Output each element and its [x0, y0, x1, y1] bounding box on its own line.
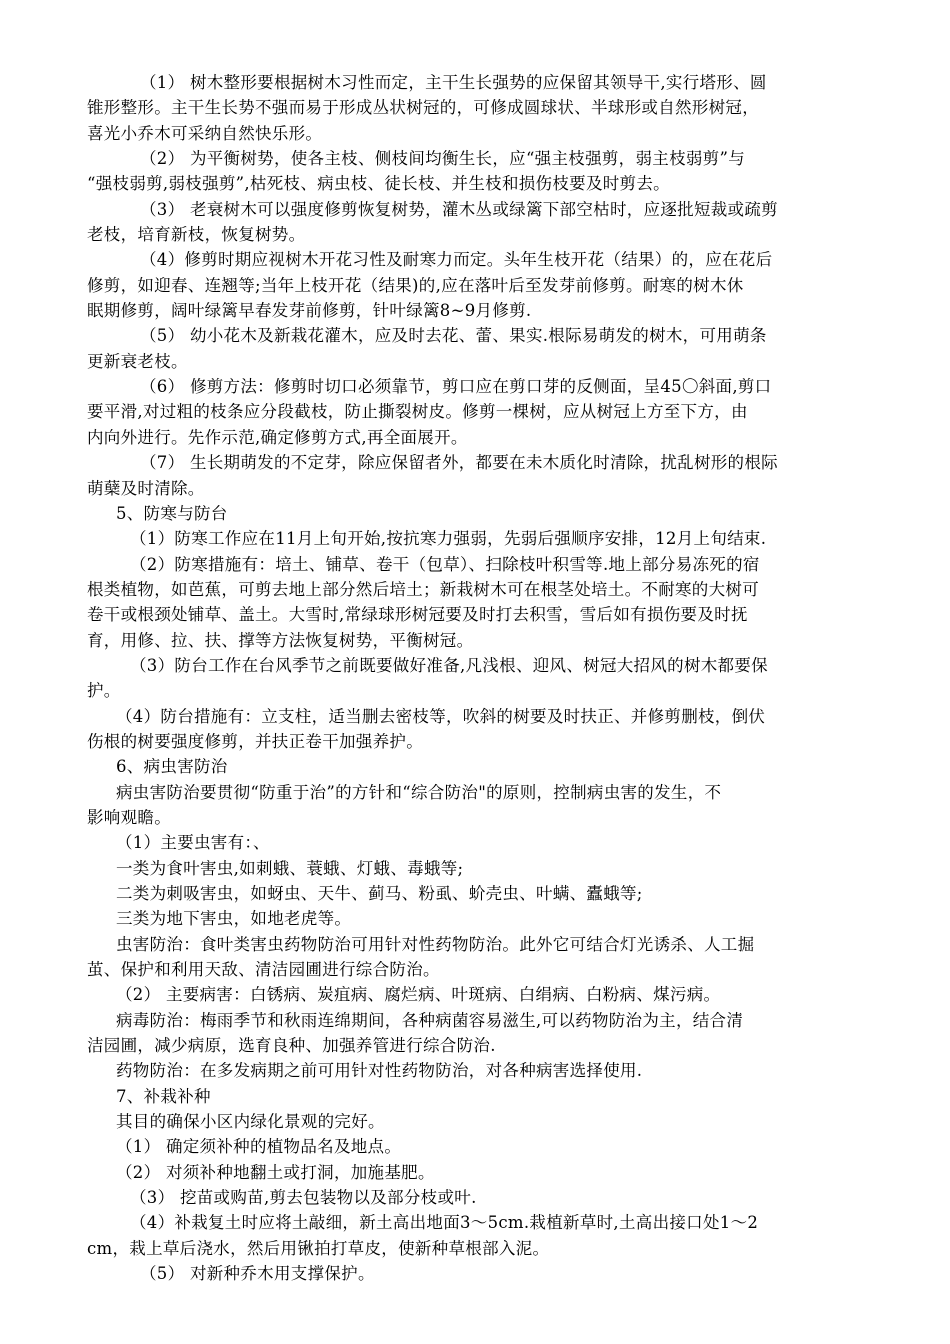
text-line: （4）防台措施有：立支柱，适当删去密枝等，吹斜的树要及时扶正、并修剪删枝，倒伏	[116, 706, 766, 726]
text-line: （3） 挖苗或购苗,剪去包装物以及部分枝或叶.	[130, 1188, 477, 1208]
text-line: cm，栽上草后浇水，然后用锹拍打草皮，使新种草根部入泥。	[87, 1238, 550, 1258]
text-line: （3）防台工作在台风季节之前既要做好准备,凡浅根、迎风、树冠大招风的树木都要保	[130, 655, 768, 675]
text-line: 7、补栽补种	[116, 1086, 211, 1106]
text-line: （1）主要虫害有：、	[116, 833, 270, 853]
text-line: 锥形整形。主干生长势不强而易于形成丛状树冠的，可修成圆球状、半球形或自然形树冠，	[87, 98, 759, 118]
text-line: 内向外进行。先作示范,确定修剪方式,再全面展开。	[87, 427, 468, 447]
text-line: 5、防寒与防台	[116, 503, 228, 523]
text-line: （1） 确定须补种的植物品名及地点。	[116, 1137, 402, 1157]
text-line: 6、病虫害防治	[116, 757, 228, 777]
text-line: “强枝弱剪,弱枝强剪”,枯死枝、病虫枝、徒长枝、并生枝和损伤枝要及时剪去。	[87, 174, 670, 194]
text-line: 育，用修、拉、扶、撑等方法恢复树势，平衡树冠。	[87, 630, 474, 650]
text-line: 病毒防治：梅雨季节和秋雨连绵期间，各种病菌容易滋生,可以药物防治为主，结合清	[116, 1010, 744, 1030]
text-line: 二类为刺吸害虫，如蚜虫、天牛、蓟马、粉虱、蚧壳虫、叶螨、蠹蛾等;	[116, 884, 643, 903]
text-line: 修剪，如迎春、连翘等;当年上枝开花（结果)的,应在落叶后至发芽前修剪。耐寒的树木休	[87, 275, 744, 295]
text-line: 影响观瞻。	[87, 807, 171, 827]
text-line: （7） 生长期萌发的不定芽，除应保留者外，都要在未木质化时清除，扰乱树形的根际	[140, 453, 778, 473]
text-line: 洁园圃，减少病原，选育良种、加强养管进行综合防治.	[87, 1036, 496, 1056]
text-line: 药物防治：在多发病期之前可用针对性药物防治，对各种病害选择使用.	[116, 1061, 643, 1081]
text-line: （1）防寒工作应在11月上旬开始,按抗寒力强弱，先弱后强顺序安排，12月上旬结束.	[130, 529, 767, 549]
text-line: 喜光小乔木可采纳自然快乐形。	[87, 123, 323, 143]
text-line: 卷干或根颈处铺草、盖土。大雪时,常绿球形树冠要及时打去积雪，雪后如有损伤要及时抚	[87, 605, 748, 625]
text-line: 根类植物，如芭蕉，可剪去地上部分然后培土；新栽树木可在根茎处培土。不耐寒的大树可	[87, 579, 759, 599]
text-line: （4）修剪时期应视树木开花习性及耐寒力而定。头年生枝开花（结果）的，应在花后	[140, 250, 773, 270]
text-line: （2） 对须补种地翻土或打洞，加施基肥。	[116, 1162, 435, 1182]
text-line: 要平滑,对过粗的枝条应分段截枝，防止撕裂树皮。修剪一棵树，应从树冠上方至下方，由	[87, 402, 748, 422]
document-body	[0, 70, 950, 1287]
text-line: （3） 老衰树木可以强度修剪恢复树势，灌木丛或绿篱下部空枯时，应逐批短裁或疏剪	[140, 199, 778, 219]
text-line: 伤根的树要强度修剪，并扶正卷干加强养护。	[87, 731, 423, 751]
text-line: （2） 为平衡树势，使各主枝、侧枝间均衡生长，应“强主枝强剪，弱主枝弱剪”与	[140, 149, 746, 169]
text-line: 更新衰老枝。	[87, 351, 188, 371]
text-line: 一类为食叶害虫,如刺蛾、蓑蛾、灯蛾、毒蛾等;	[116, 858, 464, 878]
text-line: 三类为地下害虫，如地老虎等。	[116, 909, 352, 929]
text-line: （5） 幼小花木及新栽花灌木，应及时去花、蕾、果实.根际易萌发的树木，可用萌条	[140, 326, 767, 346]
text-line: （2）防寒措施有：培土、铺草、卷干（包草）、扫除枝叶积雪等.地上部分易冻死的宿	[130, 554, 760, 574]
text-line: 护。	[87, 681, 121, 701]
text-line: 茧、保护和利用天敌、清洁园圃进行综合防治。	[87, 960, 440, 980]
text-line: 老枝，培育新枝，恢复树势。	[87, 225, 306, 245]
text-line: 其目的确保小区内绿化景观的完好。	[116, 1112, 385, 1132]
text-line: 虫害防治：食叶类害虫药物防治可用针对性药物防治。此外它可结合灯光诱杀、人工掘	[116, 934, 755, 954]
text-line: （4）补栽复土时应将土敲细，新土高出地面3～5cm.栽植新草时,土高出接口处1～2	[130, 1213, 759, 1233]
text-line: （2） 主要病害：白锈病、炭疽病、腐烂病、叶斑病、白绢病、白粉病、煤污病。	[116, 985, 721, 1005]
text-line: 病虫害防治要贯彻“防重于治”的方针和“综合防治"的原则，控制病虫害的发生，不	[116, 782, 722, 802]
text-line: （6） 修剪方法：修剪时切口必须靠节，剪口应在剪口芽的反侧面，呈45〇斜面,剪口	[140, 377, 772, 397]
text-line: （5） 对新种乔木用支撑保护。	[140, 1264, 375, 1284]
text-line: （1） 树木整形要根据树木习性而定，主干生长强势的应保留其领导干,实行塔形、圆	[140, 73, 767, 92]
text-line: 眠期修剪，阔叶绿篱早春发芽前修剪，针叶绿篱8~9月修剪.	[87, 301, 532, 321]
text-line: 萌蘖及时清除。	[87, 478, 205, 498]
